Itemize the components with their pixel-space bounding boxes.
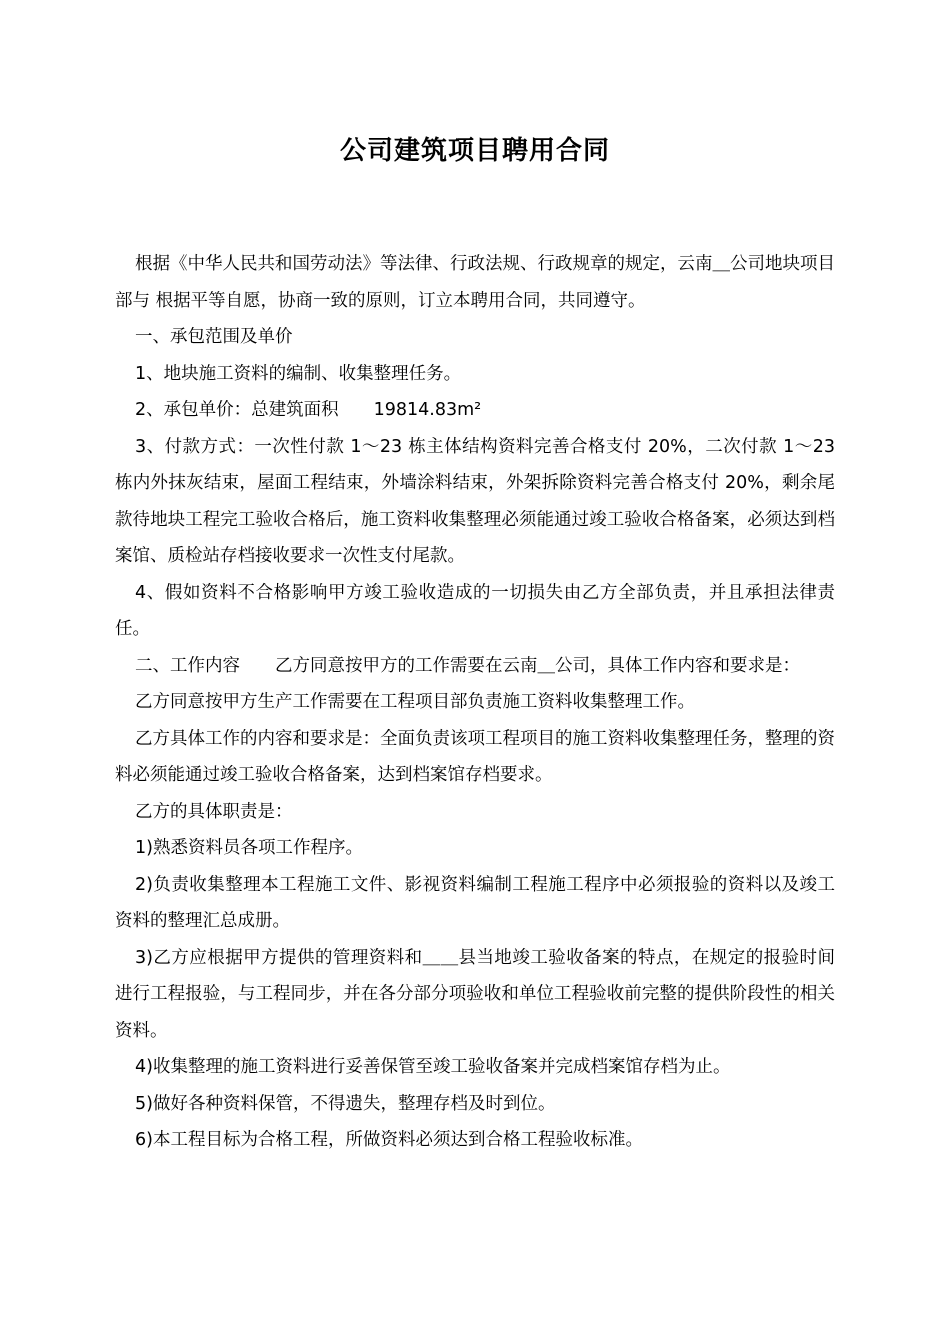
section-heading-work: 二、工作内容 乙方同意按甲方的工作需要在云南＿公司，具体工作内容和要求是： (135, 655, 800, 676)
paragraph-item-3: 3、付款方式：一次性付款 1～23 栋主体结构资料完善合格支付 20%，二次付款 1～23 栋内外抹灰结束，屋面工程结束，外墙涂料结束，外架拆除资料完善合格支付 20%，剩余尾款待地块工程完工验收合格后，施工资料收集整理必须能通过竣工验收合格备案，必须达到档案馆、质检站存档接收要求一次性支付尾款。 (115, 436, 835, 566)
paragraph-item-4: 4、假如资料不合格影响甲方竣工验收造成的一切损失由乙方全部负责，并且承担法律责任。 (115, 582, 835, 639)
paragraph-work-1: 乙方同意按甲方生产工作需要在工程项目部负责施工资料收集整理工作。 (135, 692, 695, 712)
duty-item-2: 2)负责收集整理本工程施工文件、影视资料编制工程施工程序中必须报验的资料以及竣工资料的整理汇总成册。 (115, 874, 835, 931)
paragraph-duties-heading: 乙方的具体职责是： (135, 801, 293, 822)
duty-item-4: 4)收集整理的施工资料进行妥善保管至竣工验收备案并完成档案馆存档为止。 (135, 1057, 731, 1077)
duty-item-3: 3)乙方应根据甲方提供的管理资料和＿＿县当地竣工验收备案的特点，在规定的报验时间进行工程报验，与工程同步，并在各分部分项验收和单位工程验收前完整的提供阶段性的相关资料。 (115, 947, 835, 1041)
document-title: 公司建筑项目聘用合同 (339, 136, 610, 166)
paragraph-work-2: 乙方具体工作的内容和要求是：全面负责该项工程项目的施工资料收集整理任务，整理的资料必须能通过竣工验收合格备案，达到档案馆存档要求。 (115, 728, 835, 785)
paragraph-item-1: 1、地块施工资料的编制、收集整理任务。 (135, 363, 462, 384)
duty-item-1: 1)熟悉资料员各项工作程序。 (135, 838, 363, 858)
paragraph-item-2: 2、承包单价：总建筑面积 19814.83m² (135, 400, 482, 420)
section-heading-scope: 一、承包范围及单价 (135, 327, 293, 347)
duty-item-6: 6)本工程目标为合格工程，所做资料必须达到合格工程验收标准。 (135, 1130, 643, 1150)
document-body (115, 246, 835, 1159)
paragraph-preamble: 根据《中华人民共和国劳动法》等法律、行政法规、行政规章的规定，云南＿公司地块项目部与 根据平等自愿，协商一致的原则，订立本聘用合同，共同遵守。 (115, 254, 835, 311)
duty-item-5: 5)做好各种资料保管，不得遗失，整理存档及时到位。 (135, 1093, 556, 1114)
